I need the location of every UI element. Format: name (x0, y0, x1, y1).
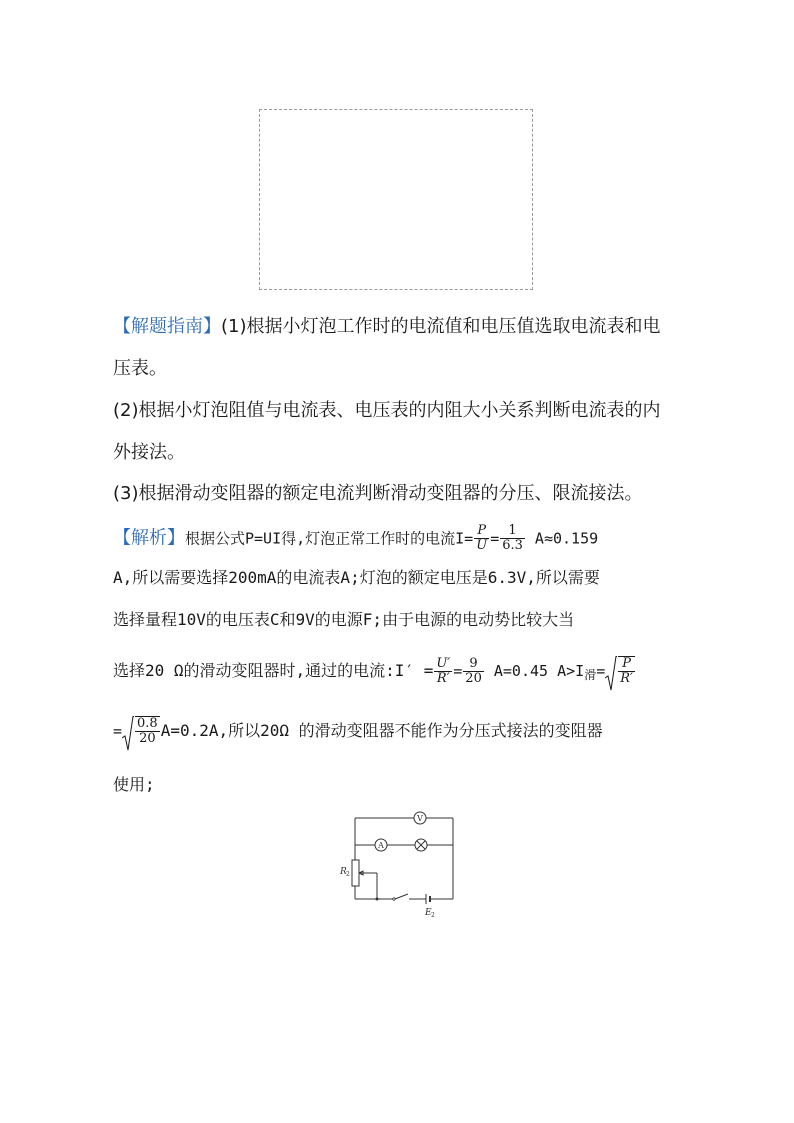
equals-sign: = (453, 662, 463, 680)
switch-pivot (393, 898, 395, 900)
junction-dot (376, 898, 379, 901)
frac-numerator: P (477, 523, 487, 538)
frac-numerator: P (622, 656, 631, 671)
circuit-diagram (335, 810, 465, 922)
analysis-label: 【解析】 (113, 527, 185, 549)
analysis-line-2: A,所以需要选择200mA的电流表A;灯泡的额定电压是6.3V,所以需要 (113, 568, 600, 587)
lamp-icon (415, 839, 427, 851)
sqrt-p-over-r (605, 656, 636, 686)
guide-line-3: (2)根据小灯泡阻值与电流表、电压表的内阻大小关系判断电流表的内 (113, 400, 661, 421)
fraction-9-over-20 (463, 657, 484, 686)
frac-denominator: 20 (135, 731, 160, 746)
frac-denominator: U (476, 538, 488, 553)
analysis-text-1: 根据公式P=UI得,灯泡正常工作时的电流I= (185, 529, 474, 548)
fraction-1-over-6-3 (500, 524, 525, 553)
sqrt-0-8-over-20 (122, 716, 161, 746)
frac-denominator: 20 (465, 670, 482, 686)
guide-text-1: (1)根据小灯泡工作时的电流值和电压值选取电流表和电 (221, 316, 661, 337)
guide-line-2: 压表。 (113, 358, 167, 379)
radical-sign-icon (122, 716, 134, 752)
guide-label: 【解题指南】 (113, 316, 221, 337)
rheostat-label: R (340, 867, 347, 877)
frac-denominator: 6.3 (502, 538, 523, 553)
frac-numerator: 0.8 (137, 716, 158, 731)
battery-label: E (425, 908, 432, 918)
fraction-u-prime-over-r-prime (434, 657, 452, 686)
rheostat-subscript: 2 (346, 871, 350, 878)
subscript-hua: 滑 (584, 668, 597, 682)
battery-subscript: 2 (431, 912, 435, 919)
analysis-line-4 (113, 656, 636, 687)
analysis-line-3: 选择量程10V的电压表C和9V的电源F;由于电源的电动势比较大当 (113, 610, 575, 629)
guide-line-4: 外接法。 (113, 442, 185, 463)
analysis-text-4: 选择20 Ω的滑动变阻器时,通过的电流:I′ = (113, 661, 434, 680)
frac-numerator: U′ (436, 655, 451, 671)
equals-sign: = (490, 529, 500, 548)
frac-numerator: 9 (469, 655, 478, 671)
frac-denominator: R′ (620, 671, 633, 686)
frac-numerator: 1 (508, 523, 517, 538)
analysis-line-6: 使用; (113, 775, 155, 794)
frac-denominator: R′ (434, 671, 452, 686)
analysis-tail-4: A=0.45 A>I (484, 662, 585, 680)
analysis-tail-5: A=0.2A,所以20Ω 的滑动变阻器不能作为分压式接法的变阻器 (160, 721, 603, 740)
voltmeter-label: V (417, 814, 423, 823)
guide-line-5: (3)根据滑动变阻器的额定电流判断滑动变阻器的分压、限流接法。 (113, 483, 643, 504)
analysis-tail-1: A≈0.159 (525, 529, 599, 548)
guide-line-1 (113, 315, 661, 339)
ammeter-label: A (378, 841, 384, 850)
equals-sign: = (596, 662, 606, 680)
radical-sign-icon (605, 656, 617, 692)
analysis-line-5 (113, 716, 603, 746)
analysis-line-1 (113, 524, 598, 553)
equals-sign: = (113, 722, 123, 740)
figure-placeholder-box (259, 109, 533, 290)
fraction-p-over-u (474, 524, 489, 553)
sqrt-fraction (135, 716, 160, 746)
sqrt-fraction (618, 656, 635, 686)
